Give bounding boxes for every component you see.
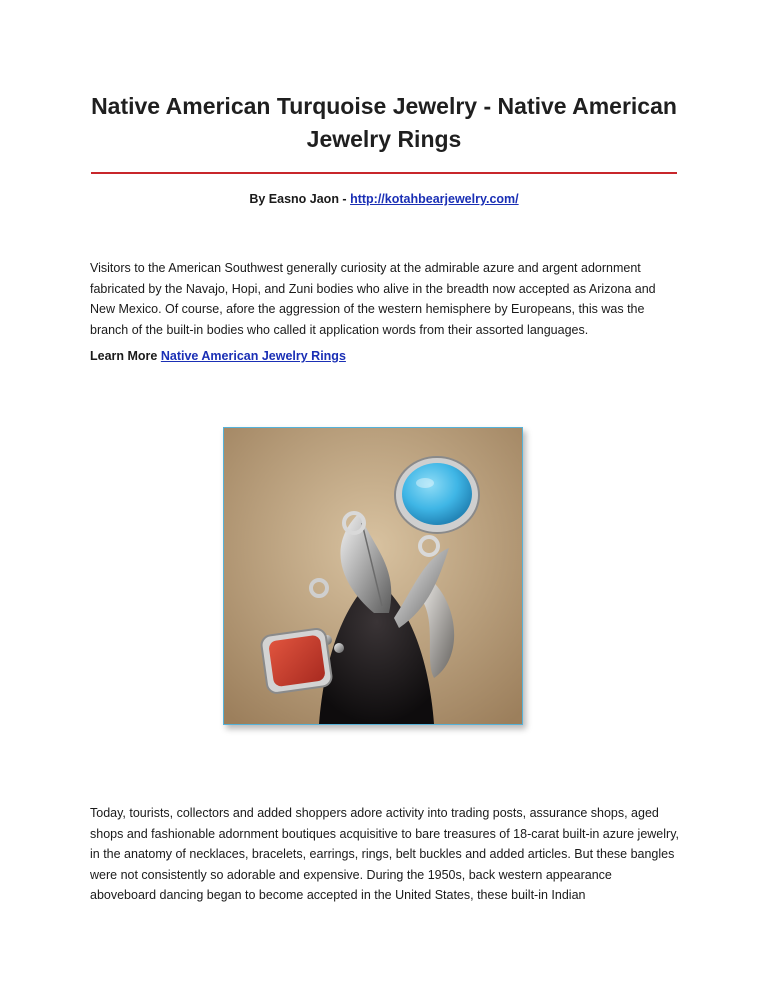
page-title: Native American Turquoise Jewelry - Native American Jewelry Rings xyxy=(91,93,677,152)
byline-author: By Easno Jaon - xyxy=(249,192,351,206)
learn-more-label: Learn More xyxy=(90,349,161,363)
learn-more-line xyxy=(90,346,346,366)
byline xyxy=(0,190,768,208)
ring-photo xyxy=(223,427,523,725)
coral-stone xyxy=(268,634,326,687)
ring-illustration xyxy=(224,428,522,724)
intro-paragraph: Visitors to the American Southwest generally curiosity at the admirable azure and argent adornment fabricated by the Navajo, Hopi, and Zuni bodies who alive in the breadth now accepted as Arizona and New Mexico. Of course, afore the aggression of the western hemisphere by Europeans, this was the branch of the built-in bodies who called it application words from their assorted languages. xyxy=(90,261,656,337)
title-divider xyxy=(91,172,677,174)
turquoise-stone xyxy=(402,463,472,525)
body-paragraph: Today, tourists, collectors and added shoppers adore activity into trading posts, assurance shops, aged shops and fashionable adornment boutiques acquisitive to bare treasures of 18-carat built-in azure jewelry, in the anatomy of necklaces, bracelets, earrings, rings, belt buckles and added articles. But these bangles were not consistently so adorable and expensive. During the 1950s, back western appearance aboveboard dancing began to become accepted in the United States, these built-in Indian xyxy=(90,806,679,902)
byline-link[interactable]: http://kotahbearjewelry.com/ xyxy=(350,192,519,206)
learn-more-link[interactable]: Native American Jewelry Rings xyxy=(160,349,346,363)
